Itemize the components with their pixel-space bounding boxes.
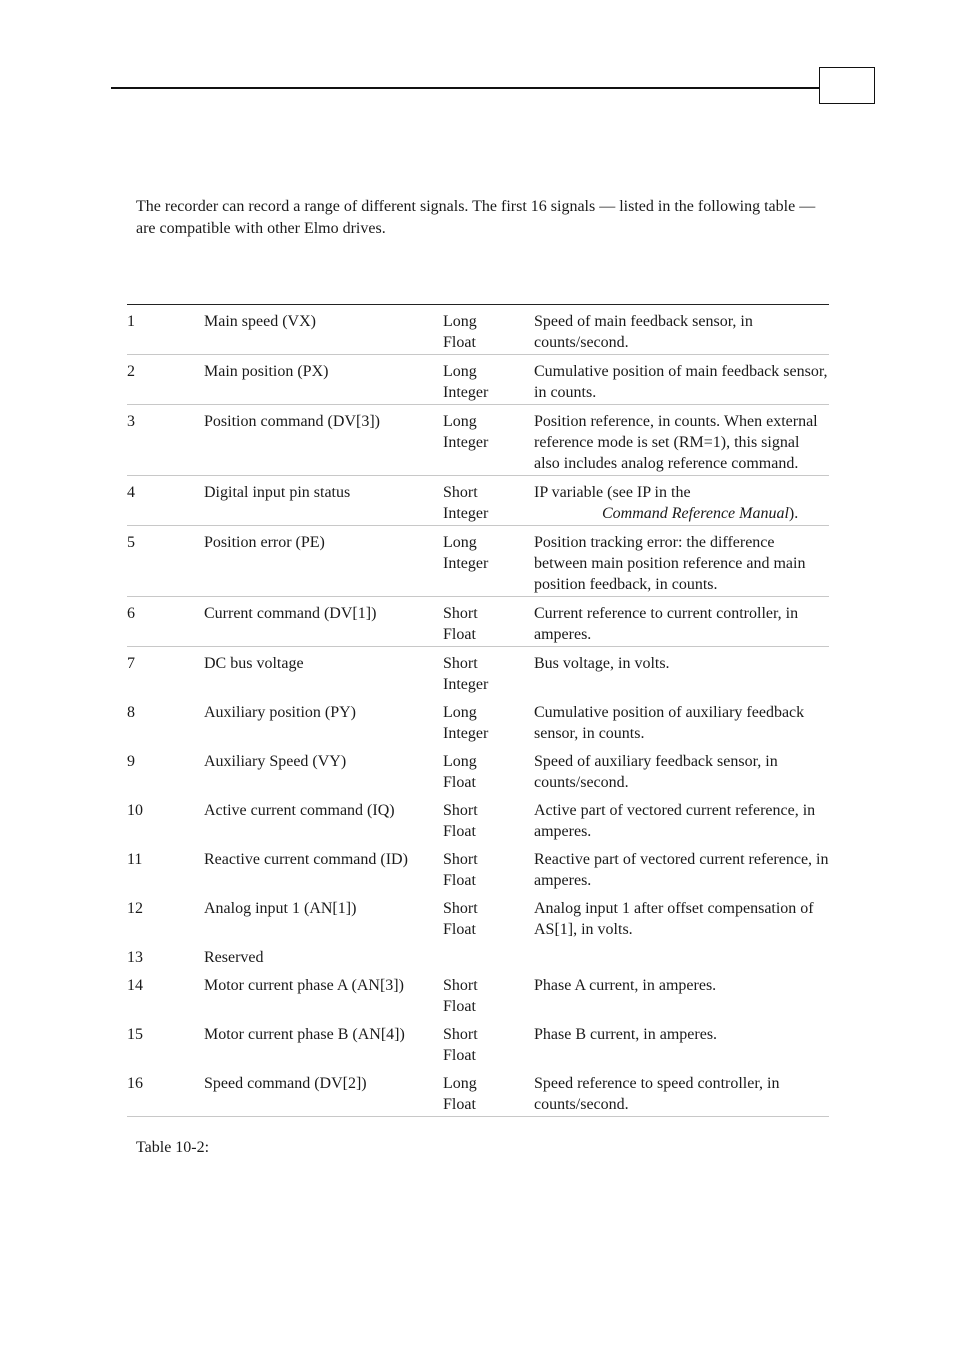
signal-format: Float xyxy=(443,921,476,938)
signal-number: 15 xyxy=(127,1026,143,1043)
signal-number: 1 xyxy=(127,305,204,355)
signal-type xyxy=(443,696,534,745)
header-rule xyxy=(111,87,819,89)
signal-size: Short xyxy=(443,977,478,994)
signal-size: Short xyxy=(443,484,478,501)
signal-name: Reserved xyxy=(204,949,264,966)
manual-reference xyxy=(534,503,829,524)
signal-description: Analog input 1 after offset compensation of AS[1], in volts. xyxy=(534,900,814,938)
description-text: IP variable (see IP in the xyxy=(534,484,691,501)
signal-number: 5 xyxy=(127,526,204,597)
signal-type xyxy=(443,941,534,969)
signal-description: Current reference to current controller, in amperes. xyxy=(534,597,829,647)
table-row xyxy=(127,355,829,405)
signal-size: Long xyxy=(443,363,477,380)
signal-name: DC bus voltage xyxy=(204,655,304,672)
signal-format: Float xyxy=(443,998,476,1015)
signal-number: 13 xyxy=(127,949,143,966)
table-row xyxy=(127,647,829,697)
signal-size: Short xyxy=(443,802,478,819)
signal-name: Current command (DV[1]) xyxy=(204,597,443,647)
signal-size: Short xyxy=(443,605,478,622)
signal-description: Speed reference to speed controller, in counts/second. xyxy=(534,1067,829,1117)
table-row xyxy=(127,476,829,526)
signal-format: Integer xyxy=(443,434,489,451)
signal-size: Long xyxy=(443,313,477,330)
signal-size: Long xyxy=(443,704,477,721)
table-row xyxy=(127,892,829,941)
signal-name: Main position (PX) xyxy=(204,355,443,405)
signal-number: 12 xyxy=(127,900,143,917)
signal-name: Digital input pin status xyxy=(204,476,443,526)
signal-size: Long xyxy=(443,534,477,551)
signal-type xyxy=(443,647,534,697)
signal-name: Active current command (IQ) xyxy=(204,802,395,819)
table-row xyxy=(127,794,829,843)
manual-title: Command Reference Manual xyxy=(602,505,789,522)
signal-name: Position error (PE) xyxy=(204,526,443,597)
signal-name: Position command (DV[3]) xyxy=(204,405,443,476)
signal-type xyxy=(443,794,534,843)
signal-description: Speed of auxiliary feedback sensor, in counts/second. xyxy=(534,753,778,791)
signal-format: Float xyxy=(443,1096,476,1113)
table-row xyxy=(127,969,829,1018)
signal-number: 14 xyxy=(127,977,143,994)
table-row xyxy=(127,305,829,355)
signal-format: Float xyxy=(443,334,476,351)
signal-type xyxy=(443,969,534,1018)
signal-description: Position reference, in counts. When external reference mode is set (RM=1), this signal also includes analog reference command. xyxy=(534,405,829,476)
signal-size: Long xyxy=(443,753,477,770)
signal-description: Cumulative position of main feedback sensor, in counts. xyxy=(534,355,829,405)
signal-type xyxy=(443,843,534,892)
signal-number: 11 xyxy=(127,851,143,868)
signal-name: Main speed (VX) xyxy=(204,305,443,355)
signal-name: Analog input 1 (AN[1]) xyxy=(204,900,357,917)
signal-format: Float xyxy=(443,1047,476,1064)
signal-number: 7 xyxy=(127,655,135,672)
signal-size: Short xyxy=(443,655,478,672)
reference-suffix: ). xyxy=(788,505,799,522)
signal-description: Reactive part of vectored current reference, in amperes. xyxy=(534,851,829,889)
signal-size: Long xyxy=(443,413,477,430)
signal-type xyxy=(443,1018,534,1067)
signal-format: Integer xyxy=(443,555,489,572)
signal-name: Auxiliary position (PY) xyxy=(204,704,356,721)
signal-format: Float xyxy=(443,626,476,643)
signal-number: 6 xyxy=(127,597,204,647)
signal-format: Float xyxy=(443,823,476,840)
signal-description: Bus voltage, in volts. xyxy=(534,655,670,672)
signal-format: Float xyxy=(443,774,476,791)
signal-format: Integer xyxy=(443,505,489,522)
signal-format: Integer xyxy=(443,384,489,401)
signal-name: Auxiliary Speed (VY) xyxy=(204,753,347,770)
table-row xyxy=(127,941,829,969)
signal-type xyxy=(443,355,534,405)
signal-name: Motor current phase B (AN[4]) xyxy=(204,1026,405,1043)
signal-number: 4 xyxy=(127,476,204,526)
signal-number: 3 xyxy=(127,405,204,476)
signal-type xyxy=(443,597,534,647)
table-row xyxy=(127,1067,829,1117)
signal-type xyxy=(443,745,534,794)
table-row xyxy=(127,526,829,597)
signal-size: Short xyxy=(443,1026,478,1043)
signal-name: Reactive current command (ID) xyxy=(204,851,408,868)
signal-number: 16 xyxy=(127,1067,204,1117)
table-row xyxy=(127,843,829,892)
signal-size: Short xyxy=(443,900,478,917)
signal-type xyxy=(443,305,534,355)
table-row xyxy=(127,405,829,476)
signal-size: Long xyxy=(443,1075,477,1092)
signal-format: Integer xyxy=(443,676,489,693)
signal-description: Phase A current, in amperes. xyxy=(534,977,717,994)
signal-format: Float xyxy=(443,872,476,889)
page-number-box xyxy=(819,67,875,104)
signal-number: 9 xyxy=(127,753,135,770)
table-caption: Table 10-2: xyxy=(136,1139,210,1156)
signal-type xyxy=(443,526,534,597)
signal-description xyxy=(534,476,829,526)
signal-type xyxy=(443,405,534,476)
signal-description: Speed of main feedback sensor, in counts/second. xyxy=(534,305,829,355)
intro-paragraph: The recorder can record a range of different signals. The first 16 signals — listed in the following table — are compatible with other Elmo drives. xyxy=(136,198,816,237)
signal-number: 8 xyxy=(127,704,135,721)
signal-size: Short xyxy=(443,851,478,868)
signal-description: Position tracking error: the difference between main position reference and main position feedback, in counts. xyxy=(534,526,829,597)
signal-type xyxy=(443,476,534,526)
table-row xyxy=(127,745,829,794)
table-row xyxy=(127,597,829,647)
signal-name: Motor current phase A (AN[3]) xyxy=(204,977,404,994)
signal-description xyxy=(534,941,829,969)
table-row xyxy=(127,696,829,745)
signal-name: Speed command (DV[2]) xyxy=(204,1067,443,1117)
signal-type xyxy=(443,1067,534,1117)
table-row xyxy=(127,1018,829,1067)
signal-number: 2 xyxy=(127,355,204,405)
signal-number: 10 xyxy=(127,802,143,819)
signal-type xyxy=(443,892,534,941)
signal-description: Active part of vectored current reference, in amperes. xyxy=(534,802,816,840)
signal-format: Integer xyxy=(443,725,489,742)
signal-description: Cumulative position of auxiliary feedback sensor, in counts. xyxy=(534,704,805,742)
signal-description: Phase B current, in amperes. xyxy=(534,1026,718,1043)
signal-table xyxy=(127,304,829,1117)
